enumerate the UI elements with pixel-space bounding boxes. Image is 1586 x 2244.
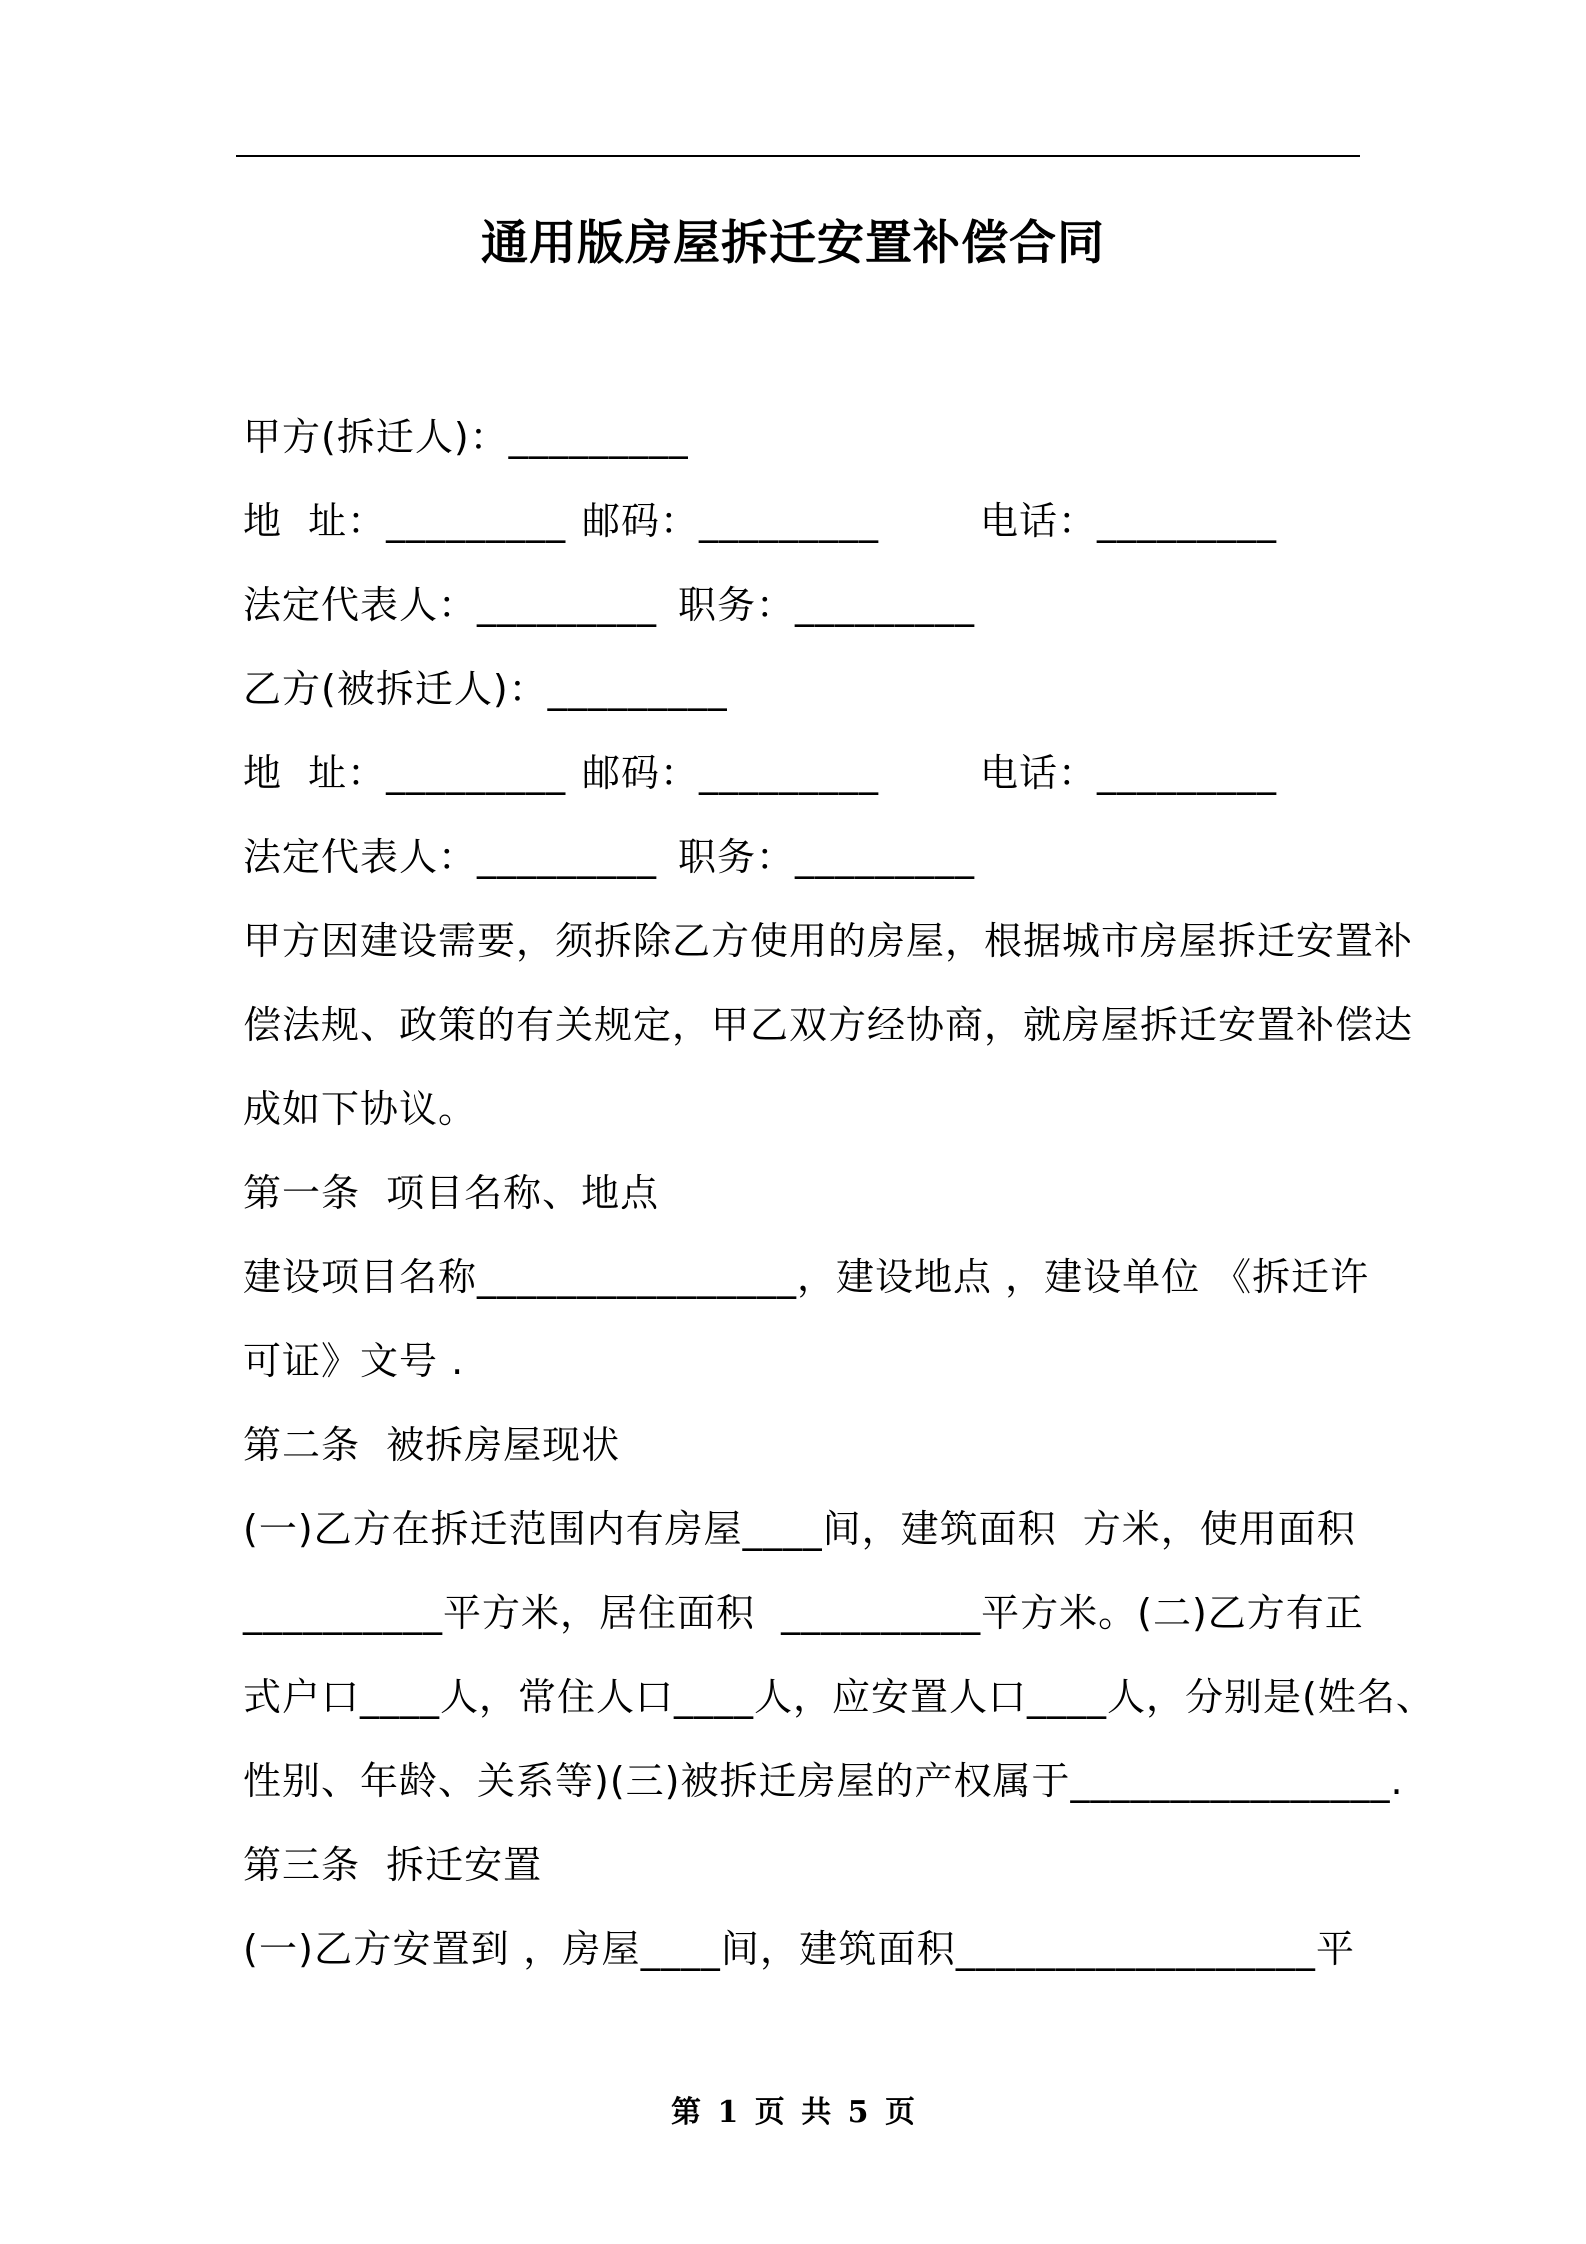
preamble-line: 甲方因建设需要，须拆除乙方使用的房屋，根据城市房屋拆迁安置补 — [243, 919, 1414, 963]
article-2-line: 性别、年龄、关系等)(三)被拆迁房屋的产权属于________________. — [243, 1759, 1404, 1803]
party-b-name-line: 乙方(被拆迁人)：_________ — [243, 667, 728, 711]
party-b-legal-rep: 法定代表人：_________ — [243, 835, 658, 879]
party-a-position: 职务：_________ — [678, 583, 976, 627]
article-3-line: (一)乙方安置到 ，房屋____间，建筑面积__________________平 — [243, 1927, 1355, 1971]
page-number-footer: 第 1 页 共 5 页 — [671, 2095, 915, 2130]
preamble-line: 偿法规、政策的有关规定，甲乙双方经协商，就房屋拆迁安置补偿达 — [243, 1003, 1414, 1047]
party-b-address: 地 址：_________ — [243, 751, 567, 795]
article-3-heading: 第三条 拆迁安置 — [243, 1843, 543, 1887]
party-b-postcode: 邮码：_________ — [582, 751, 880, 795]
preamble-line: 成如下协议。 — [243, 1087, 478, 1131]
party-a-name-line: 甲方(拆迁人)：_________ — [243, 415, 689, 459]
party-a-postcode: 邮码：_________ — [582, 499, 880, 543]
document-title: 通用版房屋拆迁安置补偿合同 — [481, 216, 1105, 271]
header-rule — [236, 155, 1360, 157]
article-2-line: __________平方米，居住面积 __________平方米。(二)乙方有正 — [243, 1591, 1364, 1635]
article-1-line: 建设项目名称________________，建设地点 ，建设单位 《拆迁许 — [243, 1255, 1370, 1299]
party-b-phone: 电话：_________ — [980, 751, 1278, 795]
article-1-line: 可证》文号 . — [243, 1339, 465, 1383]
article-2-line: (一)乙方在拆迁范围内有房屋____间，建筑面积 方米，使用面积 — [243, 1507, 1356, 1551]
party-a-legal-rep: 法定代表人：_________ — [243, 583, 658, 627]
party-a-phone: 电话：_________ — [980, 499, 1278, 543]
article-2-heading: 第二条 被拆房屋现状 — [243, 1423, 621, 1467]
party-a-address: 地 址：_________ — [243, 499, 567, 543]
party-b-position: 职务：_________ — [678, 835, 976, 879]
article-1-heading: 第一条 项目名称、地点 — [243, 1171, 660, 1215]
article-2-line: 式户口____人，常住人口____人，应安置人口____人，分别是(姓名、 — [243, 1675, 1435, 1719]
